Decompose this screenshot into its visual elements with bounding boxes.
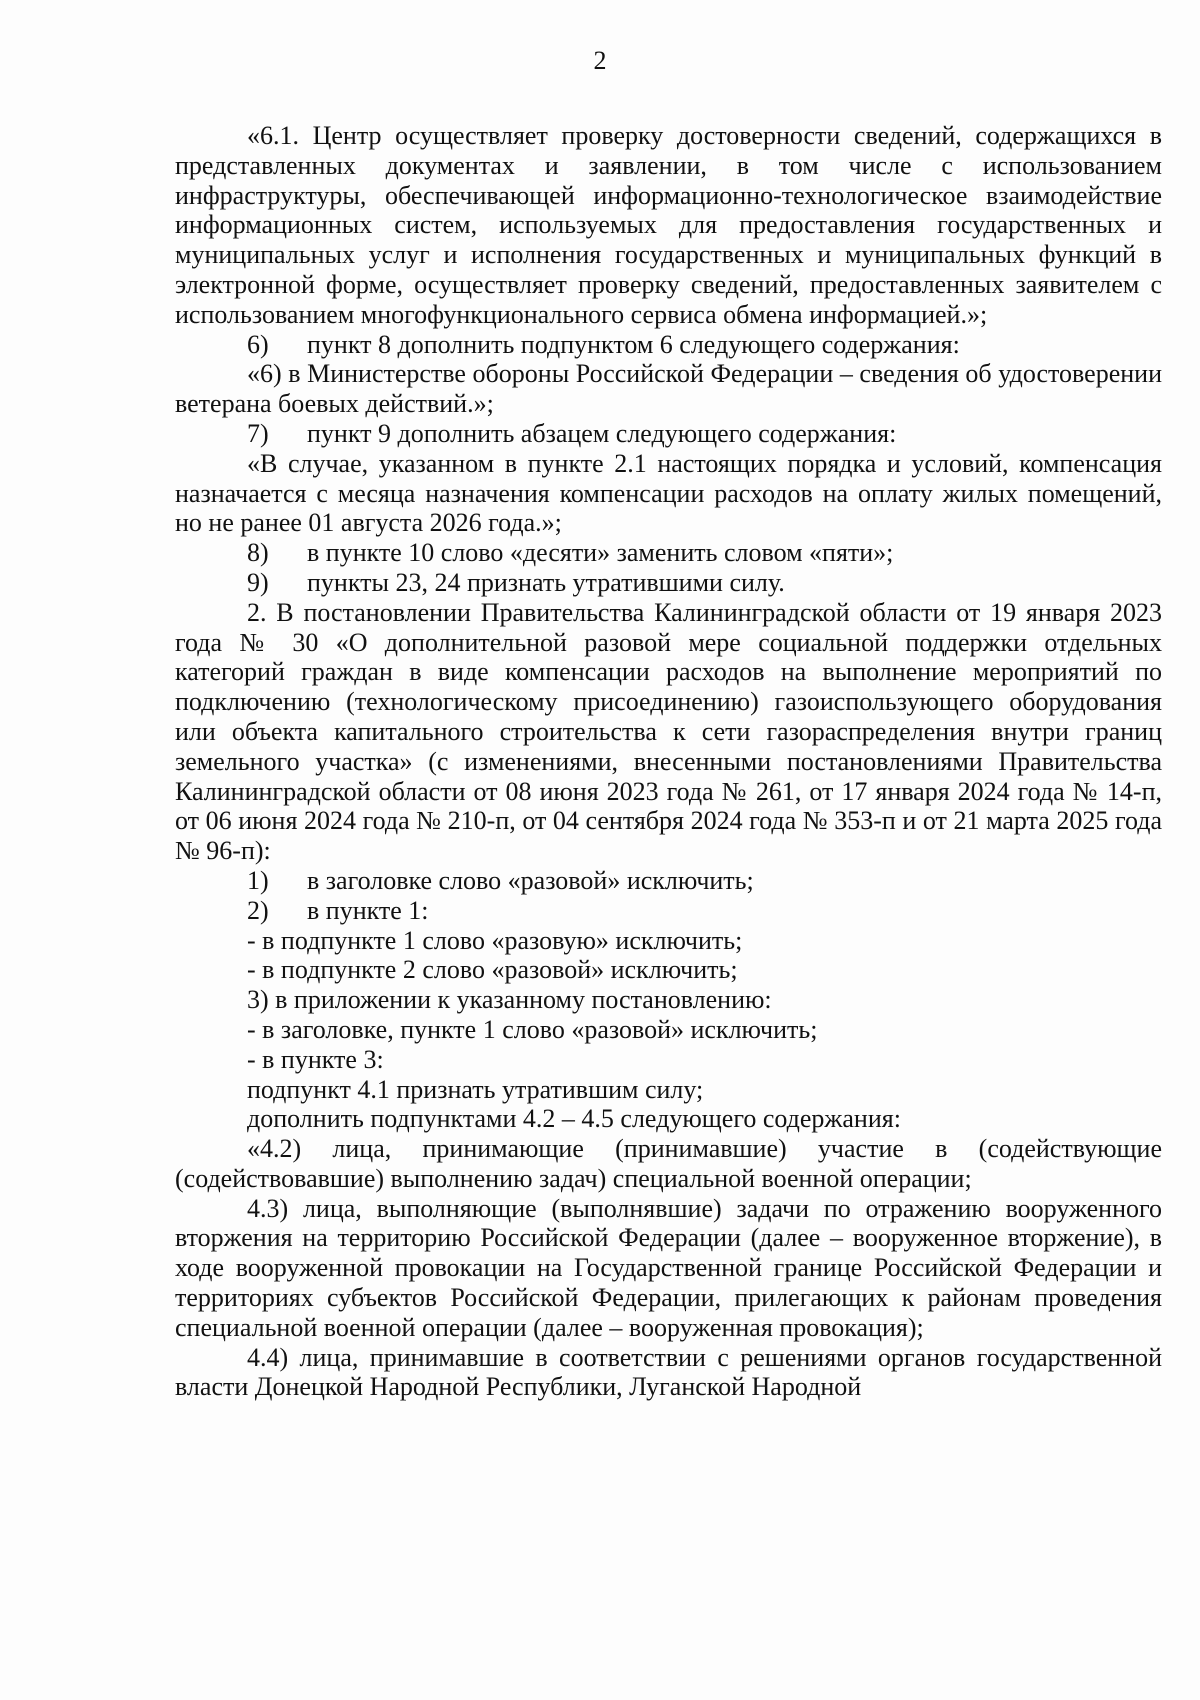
dash-item-subpoint-2: - в подпункте 2 слово «разовой» исключить; [247,955,738,985]
list-item-number: 2) [247,895,269,925]
paragraph-6-1: «6.1. Центр осуществляет проверку достоверности сведений, содержащихся в представленных документах и заявлении, в том числе с использованием инфраструктуры, обеспечивающей информационно-технологическое взаимодействие информационных систем, используемых для предоставления государственных и муниципальных услуг и исполнения государственных и муниципальных функций в электронной форме, осуществляет проверку сведений, предоставленных заявителем с использованием многофункционального сервиса обмена информацией.»; [175,121,1162,329]
list-item-text: в заголовке слово «разовой» исключить; [307,865,754,895]
paragraph-section-2: 2. В постановлении Правительства Калининградской области от 19 января 2023 года № 30 «О дополнительной разовой мере социальной поддержки отдельных категорий граждан в виде компенсации расходов на выполнение мероприятий по подключению (технологическому присоединению) газоиспользующего оборудования или объекта капитального строительства к сети газораспределения внутри границ земельного участка» (с изменениями, внесенными постановлениями Правительства Калининградской области от 08 июня 2023 года № 261, от 17 января 2024 года № 14-п, от 06 июня 2024 года № 210-п, от 04 сентября 2024 года № 353-п и от 21 марта 2025 года № 96-п): [175,597,1162,866]
page-number: 2 [593,46,607,75]
list-item-number: 6) [247,329,269,359]
paragraph-4-4: 4.4) лица, принимавшие в соответствии с решениями органов государственной власти Донецкой Народной Республики, Луганской Народной [175,1342,1162,1402]
paragraph-add-subpoints: дополнить подпунктами 4.2 – 4.5 следующего содержания: [247,1104,901,1134]
list-item-text: пункт 8 дополнить подпунктом 6 следующего содержания: [307,329,960,359]
list-item-6 [175,330,1162,360]
list-item-number: 9) [247,567,269,597]
document-body [175,121,1162,1402]
dash-item-heading: - в заголовке, пункте 1 слово «разовой» исключить; [247,1014,818,1044]
list-item-text: пункты 23, 24 признать утратившими силу. [307,567,785,597]
dash-item-point-3: - в пункте 3: [247,1044,384,1074]
paragraph-quote-case: «В случае, указанном в пункте 2.1 настоящих порядка и условий, компенсация назначается с месяца назначения компенсации расходов на оплату жилых помещений, но не ранее 01 августа 2026 года.»; [175,448,1162,538]
list-item-8 [175,538,1162,568]
list-item-1 [175,866,1162,896]
list-item-3: 3) в приложении к указанному постановлению: [247,985,772,1015]
paragraph-4-1-void: подпункт 4.1 признать утратившим силу; [247,1074,704,1104]
paragraph-quote-6: «6) в Министерстве обороны Российской Федерации – сведения об удостоверении ветерана боевых действий.»; [175,359,1162,419]
list-item-9 [175,568,1162,598]
list-item-text: пункт 9 дополнить абзацем следующего содержания: [307,418,897,448]
list-item-text: в пункте 1: [307,895,429,925]
list-item-number: 1) [247,865,269,895]
list-item-number: 7) [247,418,269,448]
dash-item-subpoint-1: - в подпункте 1 слово «разовую» исключить; [247,925,743,955]
paragraph-4-2: «4.2) лица, принимающие (принимавшие) участие в (содействующие (содействовавшие) выполнению задач) специальной военной операции; [175,1134,1162,1193]
list-item-2 [175,896,1162,926]
paragraph-4-3: 4.3) лица, выполняющие (выполнявшие) задачи по отражению вооруженного вторжения на территорию Российской Федерации (далее – вооруженное вторжение), в ходе вооруженной провокации на Государственной границе Российской Федерации и территориях субъектов Российской Федерации, прилегающих к районам проведения специальной военной операции (далее – вооруженная провокация); [175,1193,1162,1342]
list-item-text: в пункте 10 слово «десяти» заменить словом «пяти»; [307,538,894,568]
list-item-number: 8) [247,538,269,568]
list-item-7 [175,419,1162,449]
